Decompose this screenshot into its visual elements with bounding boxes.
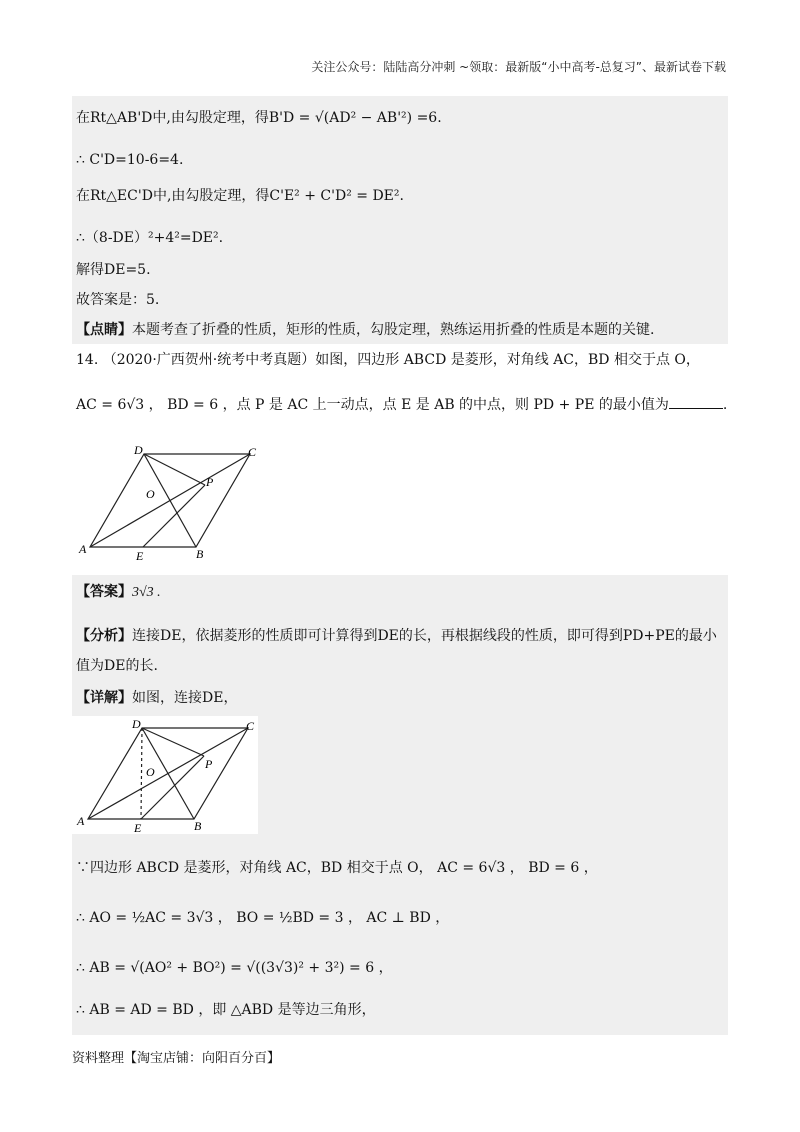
label-P: P [206, 475, 214, 489]
question-14-line-2 [76, 394, 727, 415]
step-line-2: ∴ AO = ½AC = 3√3 ， BO = ½BD = 3 ， AC ⊥ BD ， [76, 910, 450, 926]
solution-line-6: 故答案是：5. [76, 292, 160, 308]
analysis-line-1 [76, 626, 717, 646]
answer-value: 3√3 . [132, 585, 161, 600]
highlight-block-top [72, 96, 728, 344]
page-header: 关注公众号：陆陆高分冲刺 ~领取：最新版“小中高考-总复习”、最新试卷下载 [311, 60, 726, 74]
detail-text: 如图，连接DE， [132, 690, 238, 706]
label-D: D [134, 443, 143, 457]
solution-line-1: 在Rt△AB'D中,由勾股定理，得B'D = √(AD² − AB'²) =6. [76, 110, 442, 126]
solution-line-2: ∴ C'D=10-6=4. [76, 152, 184, 168]
label-C-2: C [246, 719, 255, 733]
label-A-2: A [77, 814, 85, 828]
label-E: E [136, 549, 144, 563]
analysis-text: 连接DE，依据菱形的性质即可计算得到DE的长，再根据线段的性质，即可得到PD+PE的最小 [132, 628, 717, 644]
dianjing-tag: 【点睛】 [76, 322, 132, 338]
label-B-2: B [194, 819, 202, 833]
label-C: C [248, 445, 257, 459]
solution-line-3: 在Rt△EC'D中,由勾股定理，得C'E² + C'D² = DE². [76, 188, 404, 204]
answer-blank [669, 394, 723, 409]
dianjing-text: 本题考查了折叠的性质，矩形的性质，勾股定理，熟练运用折叠的性质是本题的关键. [132, 322, 655, 338]
step-line-4: ∴ AB = AD = BD ，即 △ABD 是等边三角形， [76, 1002, 376, 1018]
dianjing-line [76, 320, 654, 340]
rhombus-figure-2 [72, 716, 258, 834]
label-O-2: O [146, 765, 155, 779]
label-E-2: E [134, 821, 142, 834]
highlight-block-answer [72, 575, 728, 615]
solution-line-4: ∴（8-DE）²+4²=DE². [76, 230, 224, 246]
question-14-period: . [722, 397, 728, 413]
label-D-2: D [132, 717, 141, 731]
page-footer: 资料整理【淘宝店铺：向阳百分百】 [72, 1051, 281, 1066]
step-line-3: ∴ AB = √(AO² + BO²) = √((3√3)² + 3²) = 6 ， [76, 960, 393, 976]
label-P-2: P [205, 757, 213, 771]
question-14-text: AC = 6√3 ， BD = 6 ，点 P 是 AC 上一动点，点 E 是 AB 的中点，则 PD + PE 的最小值为 [76, 397, 669, 413]
analysis-line-2: 值为DE的长. [76, 658, 158, 674]
label-B: B [196, 547, 204, 561]
label-A: A [79, 542, 87, 556]
step-line-1: ∵四边形 ABCD 是菱形，对角线 AC，BD 相交于点 O， AC = 6√3 ， BD = 6 ， [76, 860, 598, 876]
detail-tag: 【详解】 [76, 690, 132, 706]
solution-line-5: 解得DE=5. [76, 262, 151, 278]
question-14-line-1: 14. （2020·广西贺州·统考中考真题）如图，四边形 ABCD 是菱形，对角线 AC，BD 相交于点 O， [76, 352, 700, 368]
rhombus-figure-1 [76, 442, 266, 566]
answer-line [76, 582, 161, 603]
detail-line [76, 688, 237, 708]
answer-tag: 【答案】 [76, 584, 132, 600]
analysis-tag: 【分析】 [76, 628, 132, 644]
label-O: O [146, 487, 155, 501]
